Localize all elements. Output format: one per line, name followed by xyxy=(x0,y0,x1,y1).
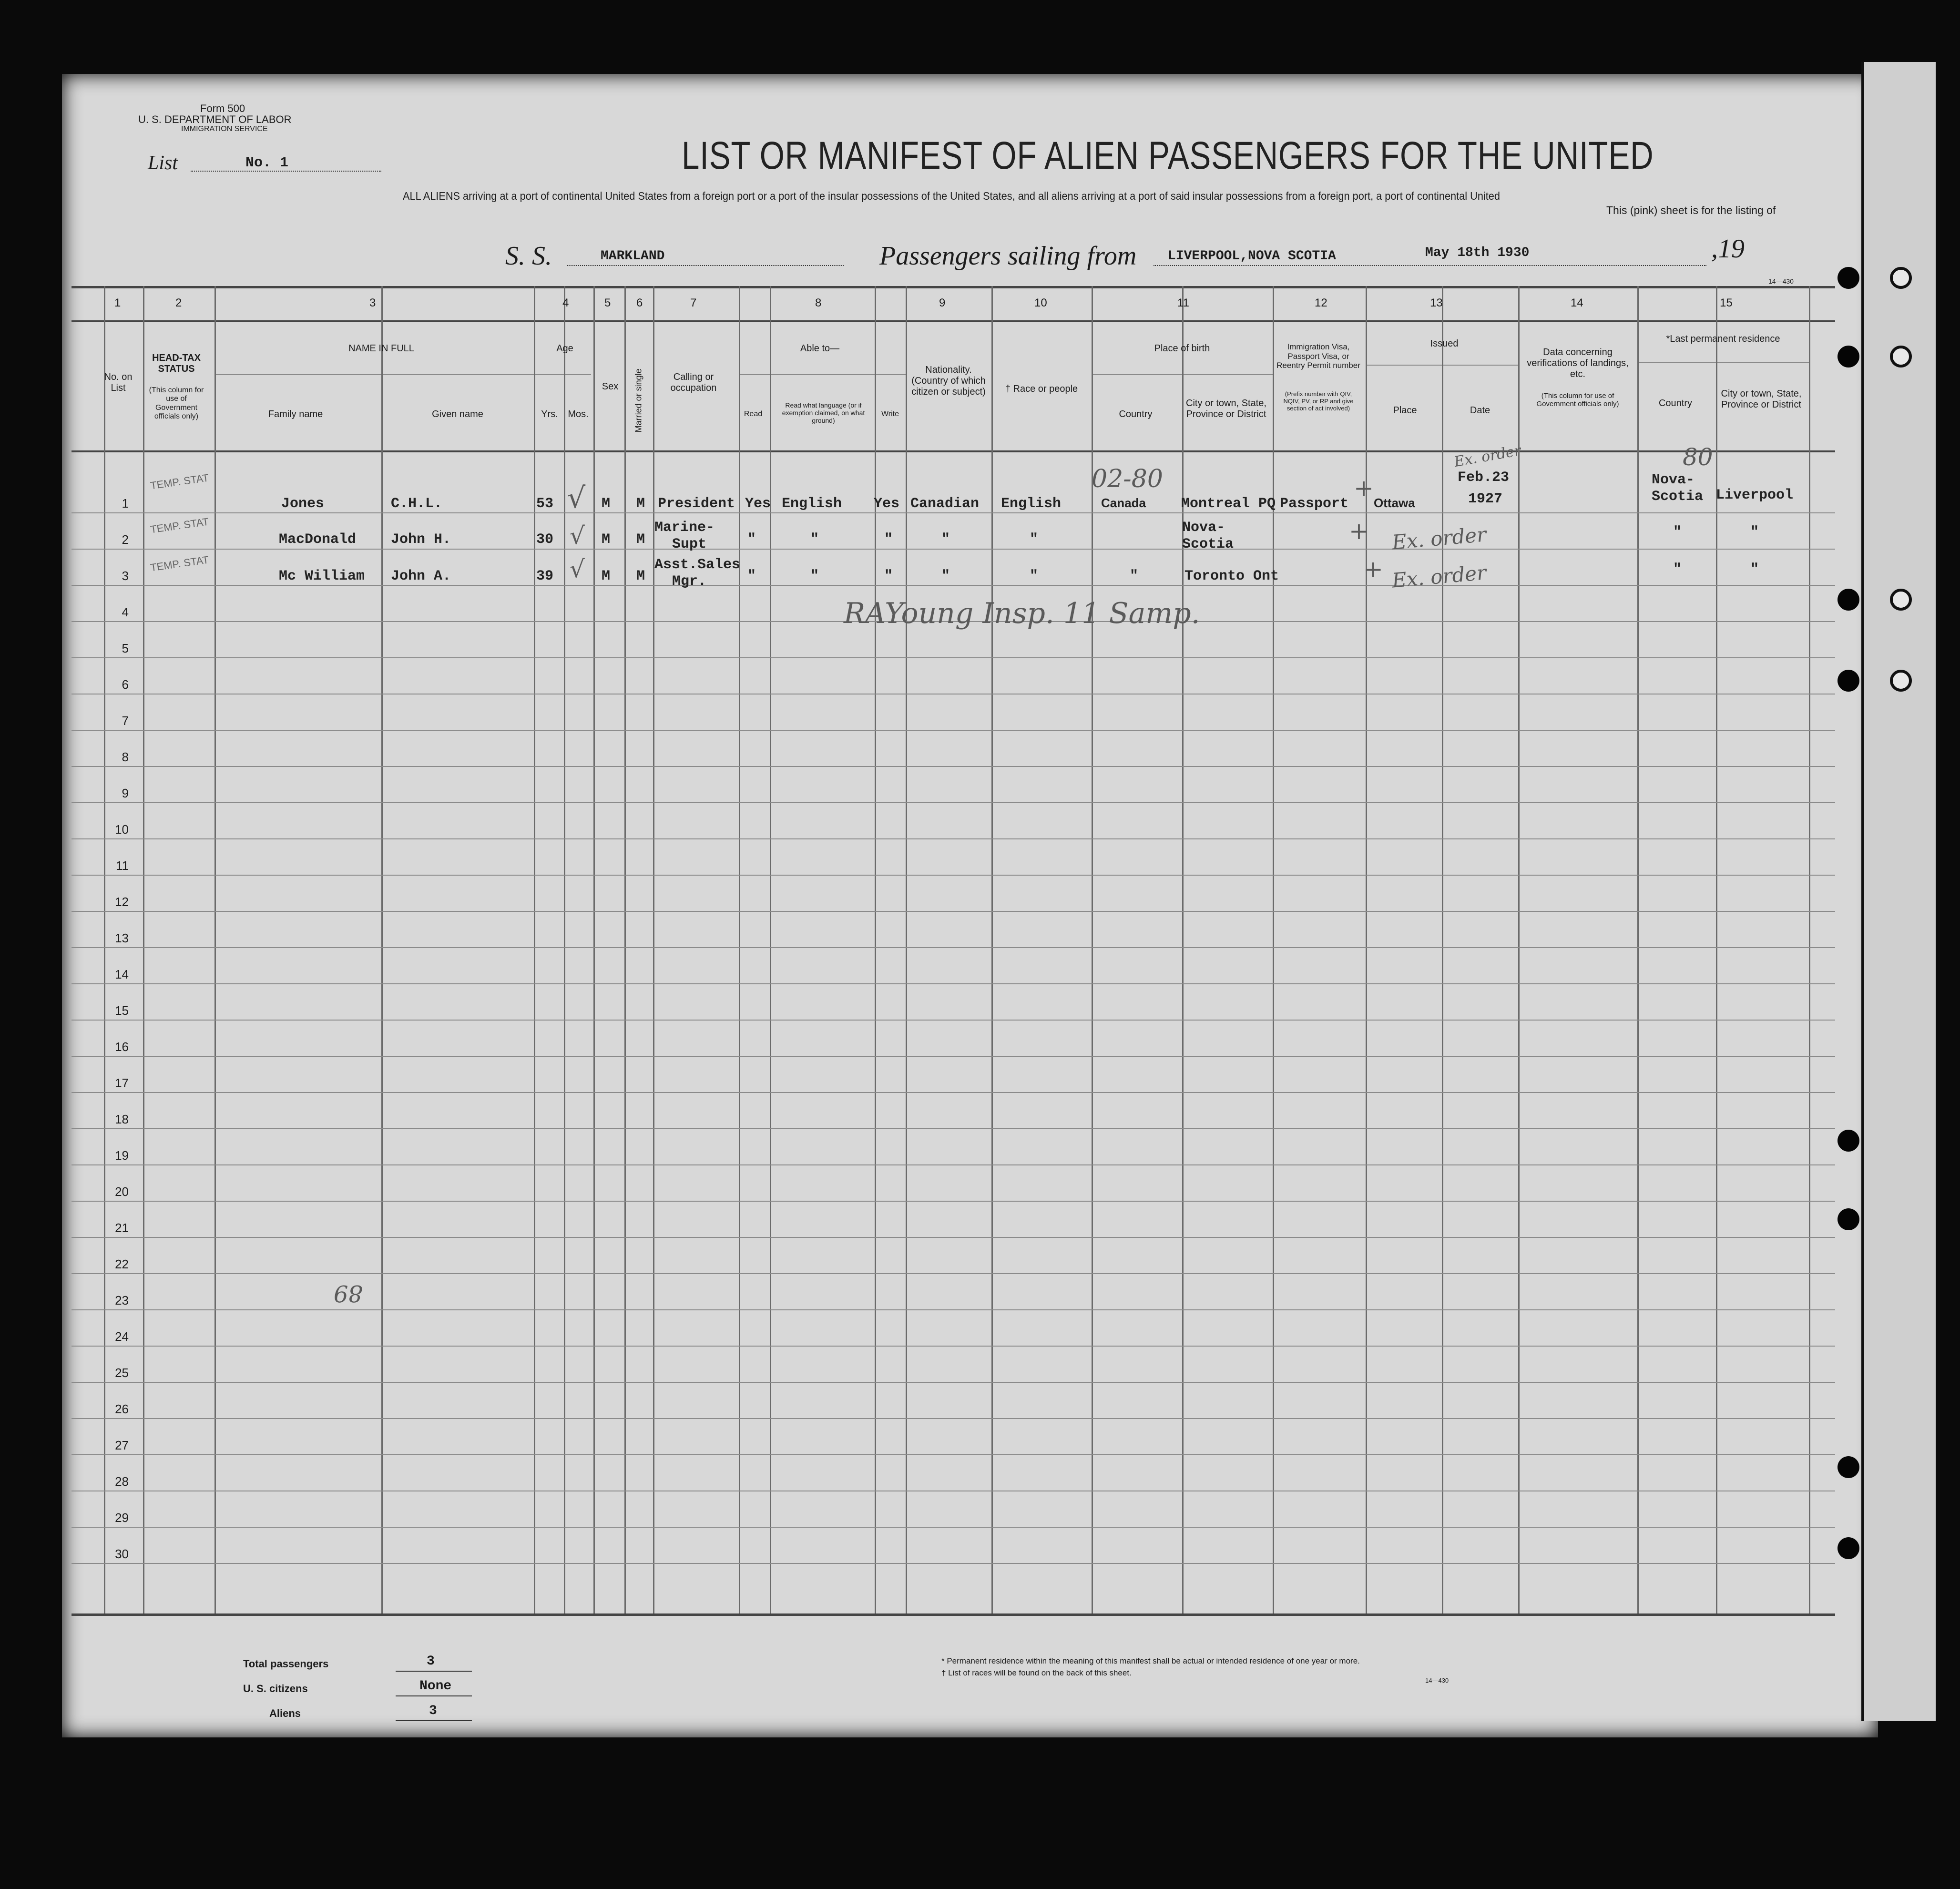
passenger-3-write: " xyxy=(884,568,893,584)
row-line xyxy=(71,1563,1835,1564)
us-citizens-label: U. S. citizens xyxy=(243,1683,308,1695)
row-number: 15 xyxy=(115,1003,129,1018)
row-number: 7 xyxy=(122,714,129,728)
column-number: 5 xyxy=(604,296,611,309)
punch-hole xyxy=(1890,670,1912,692)
header-res-country: Country xyxy=(1658,398,1693,408)
row-number: 17 xyxy=(115,1076,129,1090)
punch-hole xyxy=(1838,1208,1859,1230)
row-number: 4 xyxy=(122,605,129,619)
passenger-1-calling: President xyxy=(658,496,735,512)
header-nationality: Nationality. (Country of which citizen or subject) xyxy=(911,365,986,397)
passenger-2-language: " xyxy=(810,531,819,548)
total-passengers-label: Total passengers xyxy=(243,1658,329,1670)
subheader-line xyxy=(739,374,906,375)
column-number: 9 xyxy=(939,296,946,309)
service: IMMIGRATION SERVICE xyxy=(181,125,268,133)
row-line xyxy=(71,947,1835,948)
header-head-tax-note: (This column for use of Government officials only) xyxy=(149,386,204,421)
column-line xyxy=(906,286,907,1613)
column-number: 10 xyxy=(1034,296,1047,309)
row-line xyxy=(71,549,1835,550)
column-number: 14 xyxy=(1571,296,1583,309)
passenger-3-calling2: Mgr. xyxy=(672,573,707,590)
ss-label: S. S. xyxy=(505,241,552,271)
sailing-date: May 18th 1930 xyxy=(1425,245,1530,260)
row-line xyxy=(71,875,1835,876)
column-line xyxy=(1442,286,1443,1613)
us-citizens-value: None xyxy=(419,1679,452,1694)
list-underline xyxy=(191,171,381,172)
passenger-1-write: Yes xyxy=(874,496,900,512)
passenger-2-calling2: Supt xyxy=(672,536,707,552)
row-number: 23 xyxy=(115,1293,129,1307)
row-number: 9 xyxy=(122,786,129,800)
totals-rule xyxy=(396,1695,472,1696)
temp-stamp: TEMP. STAT xyxy=(149,553,210,574)
column-line xyxy=(1716,286,1717,1613)
totals-rule xyxy=(396,1671,472,1672)
manifest-sheet xyxy=(62,74,1878,1737)
header-married: Married or single xyxy=(633,368,643,433)
row-number: 10 xyxy=(115,822,129,837)
column-number: 4 xyxy=(562,296,569,309)
list-label: List xyxy=(148,152,178,174)
form-code-bottom: 14—430 xyxy=(1425,1677,1449,1684)
column-number: 8 xyxy=(815,296,822,309)
column-number: 12 xyxy=(1315,296,1327,309)
passenger-3-sex: M xyxy=(602,568,611,584)
punch-hole xyxy=(1838,589,1859,611)
footnote-races: † List of races will be found on the back of this sheet. xyxy=(941,1668,1132,1677)
row-line xyxy=(71,802,1835,803)
column-number: 11 xyxy=(1177,296,1189,309)
passenger-3-read: " xyxy=(747,568,756,584)
row-line xyxy=(71,730,1835,731)
row-number: 25 xyxy=(115,1366,129,1380)
passenger-2-calling: Marine- xyxy=(654,520,715,536)
header-visa-note: (Prefix number with QIV, NQIV, PV, or RP and give section of act involved) xyxy=(1283,390,1354,412)
header-issued: Issued xyxy=(1430,338,1459,349)
row-number: 29 xyxy=(115,1511,129,1525)
passenger-1-married: M xyxy=(636,496,645,512)
passenger-1-issued-year: 1927 xyxy=(1468,491,1503,507)
passenger-2-read: " xyxy=(747,531,756,548)
row-line xyxy=(71,766,1835,767)
row-line xyxy=(71,1164,1835,1165)
row-number: 5 xyxy=(122,641,129,655)
row-line xyxy=(71,1056,1835,1057)
header-age: Age xyxy=(556,343,573,354)
row-number: 27 xyxy=(115,1438,129,1452)
header-visa: Immigration Visa, Passport Visa, or Reentry Permit number xyxy=(1276,342,1360,370)
passenger-1-given: C.H.L. xyxy=(391,496,443,512)
header-race: † Race or people xyxy=(1005,384,1078,394)
ex-order-handwritten: Ex. order xyxy=(1391,561,1487,592)
passenger-3-res-city: " xyxy=(1750,562,1759,578)
column-line xyxy=(1637,286,1639,1613)
header-issued-date: Date xyxy=(1470,405,1490,416)
row-line xyxy=(71,657,1835,658)
row-line xyxy=(71,1201,1835,1202)
header-family-name: Family name xyxy=(268,409,323,419)
passenger-1-birth-city: Montreal PQ xyxy=(1181,496,1276,512)
form-code-top: 14—430 xyxy=(1768,277,1794,285)
passenger-2-write: " xyxy=(884,531,893,548)
header-bottom-border xyxy=(71,450,1835,452)
column-number: 3 xyxy=(369,296,376,309)
row-number: 21 xyxy=(115,1221,129,1235)
table-top-border xyxy=(71,286,1835,288)
row-line xyxy=(71,585,1835,586)
header-calling: Calling or occupation xyxy=(670,372,717,393)
column-line xyxy=(534,286,535,1613)
row-line xyxy=(71,512,1835,513)
header-data-note: (This column for use of Government officials only) xyxy=(1536,392,1619,408)
column-line xyxy=(593,286,595,1613)
column-number: 15 xyxy=(1720,296,1733,309)
punch-hole xyxy=(1838,346,1859,368)
punch-hole xyxy=(1838,1130,1859,1152)
row-line xyxy=(71,1092,1835,1093)
header-res-city: City or town, State, Province or District xyxy=(1721,388,1802,410)
header-read-language: Read what language (or if exemption claimed, on what ground) xyxy=(782,401,865,425)
column-number: 13 xyxy=(1430,296,1443,309)
passenger-1-res-country2: Scotia xyxy=(1652,489,1704,505)
passenger-3-race: " xyxy=(1030,568,1039,584)
check-mark: √ xyxy=(570,555,585,583)
sailing-underline xyxy=(1154,265,1706,266)
column-line xyxy=(739,286,740,1613)
row-number: 28 xyxy=(115,1474,129,1489)
passenger-3-married: M xyxy=(636,568,645,584)
passenger-1-family: Jones xyxy=(281,496,325,512)
column-line xyxy=(653,286,654,1613)
column-line xyxy=(624,286,626,1613)
row-number: 24 xyxy=(115,1329,129,1344)
aliens-value: 3 xyxy=(429,1704,437,1718)
row-number: 11 xyxy=(116,858,129,873)
header-write: Write xyxy=(881,410,899,418)
header-yrs: Yrs. xyxy=(541,409,558,419)
header-issued-place: Place xyxy=(1393,405,1417,416)
year-label: ,19 xyxy=(1711,234,1745,264)
sailing-port: LIVERPOOL,NOVA SCOTIA xyxy=(1168,249,1336,264)
aliens-label: Aliens xyxy=(269,1707,301,1719)
passenger-1-issued-date: Feb.23 xyxy=(1458,470,1510,486)
passenger-3-nationality: " xyxy=(941,568,950,584)
column-number: 7 xyxy=(690,296,697,309)
passenger-2-married: M xyxy=(636,531,645,548)
passenger-2-birth-city: Nova- xyxy=(1182,520,1225,536)
column-line xyxy=(214,286,216,1613)
temp-stamp: TEMP. STAT xyxy=(149,471,210,492)
header-head-tax: HEAD-TAX STATUS xyxy=(152,353,201,374)
row-line xyxy=(71,1128,1835,1129)
column-line xyxy=(564,286,565,1613)
check-mark: √ xyxy=(567,481,586,515)
ship-name: MARKLAND xyxy=(601,249,665,264)
passenger-1-visa: Passport xyxy=(1280,496,1349,512)
column-line xyxy=(1809,286,1810,1613)
row-number: 12 xyxy=(115,895,129,909)
table-bottom-border xyxy=(71,1613,1835,1616)
passenger-2-nationality: " xyxy=(941,531,950,548)
column-number: 1 xyxy=(114,296,121,309)
header-last-residence: *Last permanent residence xyxy=(1666,334,1780,344)
row-line xyxy=(71,838,1835,839)
column-line xyxy=(1273,286,1274,1613)
inspector-signature: RAYoung Insp. 11 Samp. xyxy=(844,597,1200,630)
column-line xyxy=(875,286,876,1613)
header-name-in-full: NAME IN FULL xyxy=(348,343,414,354)
next-page-edge xyxy=(1861,62,1936,1721)
row-line xyxy=(71,1309,1835,1310)
column-number-border xyxy=(71,320,1835,322)
passenger-3-calling: Asst.Sales xyxy=(654,557,741,573)
column-line xyxy=(1182,286,1184,1613)
list-value: No. 1 xyxy=(245,155,289,171)
passenger-2-res-country: " xyxy=(1673,524,1682,541)
ex-order-handwritten: Ex. order xyxy=(1453,442,1522,471)
passenger-1-issued-place: Ottawa xyxy=(1374,496,1415,510)
passenger-2-res-city: " xyxy=(1750,524,1759,541)
column-number: 6 xyxy=(636,296,643,309)
punch-hole xyxy=(1890,589,1912,611)
check-mark: + xyxy=(1354,474,1374,502)
total-passengers-value: 3 xyxy=(427,1654,435,1669)
passenger-2-family: MacDonald xyxy=(279,531,357,548)
ex-order-handwritten: Ex. order xyxy=(1391,522,1487,554)
row-line xyxy=(71,911,1835,912)
row-number: 30 xyxy=(115,1547,129,1561)
row-line xyxy=(71,1273,1835,1274)
check-mark: + xyxy=(1349,517,1369,545)
row-line xyxy=(71,983,1835,984)
ship-underline xyxy=(567,265,844,266)
punch-hole xyxy=(1890,346,1912,368)
row-number: 1 xyxy=(122,496,129,511)
subtitle-line1: ALL ALIENS arriving at a port of continental United States from a foreign port or a port of the insular possessions of the United States, and all aliens arriving at a port of said insular possessions from a foreign port, a port of continental United xyxy=(403,190,1500,202)
passenger-2-birth-city2: Scotia xyxy=(1182,536,1234,552)
header-sex: Sex xyxy=(602,381,619,392)
department: U. S. DEPARTMENT OF LABOR xyxy=(138,113,292,125)
footnote-residence: * Permanent residence within the meaning of this manifest shall be actual or intended residence of one year or more. xyxy=(941,1656,1360,1665)
page-title: LIST OR MANIFEST OF ALIEN PASSENGERS FOR THE UNITED xyxy=(682,134,1654,177)
row-number: 2 xyxy=(122,532,129,547)
column-number: 2 xyxy=(175,296,182,309)
header-birth-city: City or town, State, Province or District xyxy=(1186,398,1266,419)
birth-code-handwritten: 02-80 xyxy=(1092,465,1163,493)
punch-hole xyxy=(1838,670,1859,692)
passenger-2-sex: M xyxy=(602,531,611,548)
row-number: 19 xyxy=(115,1148,129,1163)
row-line xyxy=(71,1454,1835,1455)
column-line xyxy=(143,286,144,1613)
header-no-on-list: No. on List xyxy=(104,372,133,393)
subheader-line xyxy=(1637,362,1809,363)
passenger-1-nationality: Canadian xyxy=(910,496,980,512)
column-line xyxy=(1518,286,1520,1613)
row-number: 6 xyxy=(122,677,129,692)
punch-hole xyxy=(1838,1537,1859,1559)
row-number: 13 xyxy=(115,931,129,945)
passenger-1-res-city: Liverpool xyxy=(1716,487,1794,503)
row-number: 8 xyxy=(122,750,129,764)
header-given-name: Given name xyxy=(432,409,483,419)
passenger-3-language: " xyxy=(810,568,819,584)
row-number: 22 xyxy=(115,1257,129,1271)
row-line xyxy=(71,1527,1835,1528)
header-able-to: Able to— xyxy=(800,343,840,354)
passenger-1-res-country: Nova- xyxy=(1652,472,1695,488)
passenger-3-yrs: 39 xyxy=(536,568,554,584)
passenger-1-race: English xyxy=(1001,496,1062,512)
row-number: 3 xyxy=(122,569,129,583)
form-number: Form 500 xyxy=(200,102,245,114)
passenger-3-birth-country: " xyxy=(1130,568,1139,584)
passenger-1-yrs: 53 xyxy=(536,496,554,512)
row-line xyxy=(71,1020,1835,1021)
punch-hole xyxy=(1890,267,1912,289)
residence-code-handwritten: 80 xyxy=(1683,443,1713,471)
temp-stamp: TEMP. STAT xyxy=(149,515,210,536)
header-read: Read xyxy=(744,410,763,418)
passenger-3-res-country: " xyxy=(1673,562,1682,578)
passenger-1-sex: M xyxy=(602,496,611,512)
row-number: 26 xyxy=(115,1402,129,1416)
passenger-3-family: Mc William xyxy=(279,568,365,584)
punch-hole xyxy=(1838,1456,1859,1478)
totals-rule xyxy=(396,1720,472,1721)
row-line xyxy=(71,1237,1835,1238)
punch-hole xyxy=(1838,267,1859,289)
header-place-of-birth: Place of birth xyxy=(1154,343,1210,354)
row-number: 14 xyxy=(115,967,129,981)
check-mark: √ xyxy=(570,522,585,550)
row-number: 18 xyxy=(115,1112,129,1126)
page-mark-handwritten: 89 xyxy=(334,1280,363,1307)
row-line xyxy=(71,1382,1835,1383)
header-birth-country: Country xyxy=(1119,409,1153,419)
row-line xyxy=(71,1346,1835,1347)
check-mark: + xyxy=(1363,555,1383,583)
passenger-2-race: " xyxy=(1030,531,1039,548)
passenger-2-yrs: 30 xyxy=(536,531,554,548)
column-line xyxy=(381,286,383,1613)
passenger-1-language: English xyxy=(782,496,842,512)
passenger-3-birth-city: Toronto Ont xyxy=(1184,568,1279,584)
subtitle-line2: This (pink) sheet is for the listing of xyxy=(1606,204,1776,216)
row-number: 16 xyxy=(115,1040,129,1054)
header-data-concerning: Data concerning verifications of landings, etc. xyxy=(1527,347,1629,379)
passenger-3-given: John A. xyxy=(391,568,451,584)
passenger-2-given: John H. xyxy=(391,531,451,548)
passenger-1-read: Yes xyxy=(745,496,771,512)
row-line xyxy=(71,1418,1835,1419)
column-line xyxy=(770,286,771,1613)
sailing-label: Passengers sailing from xyxy=(879,241,1137,271)
passenger-1-birth-country: Canada xyxy=(1101,496,1146,510)
header-mos: Mos. xyxy=(568,409,589,419)
column-line xyxy=(991,286,993,1613)
row-number: 20 xyxy=(115,1184,129,1199)
